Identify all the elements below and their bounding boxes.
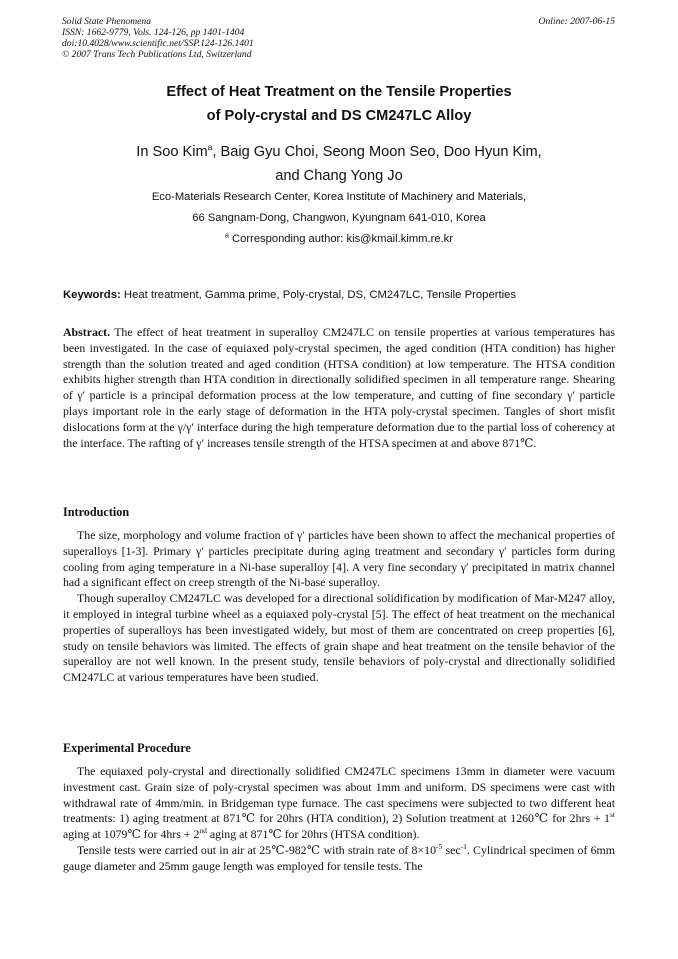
- paper-title: [0, 80, 678, 128]
- exp-p2-text-b: sec: [442, 842, 461, 857]
- abstract-label: Abstract.: [63, 325, 111, 339]
- exp-p2-sup-1: -5: [436, 842, 443, 852]
- authors-line-1: [0, 140, 678, 164]
- abstract-text: The effect of heat treatment in superalloy CM247LC on tensile properties at various temperatures has been investigated. In the case of equiaxed poly-crystal specimen, the aged condition (HTA condition) has higher strength than the solution treated and aged condition (HTSA condition) at low temperature. The HTSA condition exhibits higher strength than HTA condition in directionally solidified specimen in all temperature range. Shearing of γ′ particle is a principal deformation process at the low temperature, and cutting of fine secondary γ′ particle plays important role in the early stage of deformation in the HTA poly-crystal specimen. Tangles of short misfit dislocations form at the γ/γ′ interface during the high temperature deformation due to the partial loss of coherency at the interface. The rafting of γ′ increases tensile strength of the HTSA specimen at and above 871℃.: [63, 325, 615, 450]
- experimental-paragraph-1: [63, 764, 615, 843]
- exp-p2-sup-2: -1: [460, 842, 467, 852]
- authors-line-2: and Chang Yong Jo: [275, 168, 403, 184]
- exp-p2-text-c: . Cylindrical specimen of 6mm gauge diameter and 25mm gauge length was employed for tensile tests. The: [63, 842, 615, 873]
- introduction-paragraph-2: Though superalloy CM247LC was developed for a directional solidification by modification of Mar-M247 alloy, it employed in integral turbine wheel as a equiaxed poly-crystal [5]. The effect of heat treatment on the mechanical properties of superalloys has been investigated widely, but most of them are concentrated on creep properties [6], study on tensile behaviors was limited. The effects of grain shape and heat treatment on the tensile behavior of the superalloy are not well known. In the present study, tensile behaviors of poly-crystal and directionally solidified CM247LC at various temperatures have been studied.: [63, 591, 615, 685]
- issn-line: ISSN: 1662-9779, Vols. 124-126, pp 1401-1404: [62, 27, 245, 38]
- copyright-line: © 2007 Trans Tech Publications Ltd, Switzerland: [62, 49, 252, 60]
- affiliation-line-1: Eco-Materials Research Center, Korea Institute of Machinery and Materials,: [151, 191, 527, 203]
- title-line-2: of Poly-crystal and DS CM247LC Alloy: [206, 108, 472, 124]
- exp-p1-text-a: The equiaxed poly-crystal and directionally solidified CM247LC specimens 13mm in diameter were vacuum investment cast. Grain size of poly-crystal specimen was about 1mm and uniform. DS specimens were cast with withdrawal rate of 4mm/min. in Bridgeman type furnace. The cast specimens were subjected to two different heat treatments: 1) aging treatment at 871℃ for 20hrs (HTA condition), 2) Solution treatment at 1260℃ for 2hrs + 1: [63, 764, 615, 826]
- keywords: [63, 287, 623, 303]
- keywords-text: Heat treatment, Gamma prime, Poly-crystal, DS, CM247LC, Tensile Properties: [120, 289, 517, 301]
- journal-name: Solid State Phenomena: [62, 16, 151, 27]
- experimental-paragraph-2: [63, 843, 615, 875]
- keywords-label: Keywords:: [63, 289, 121, 301]
- experimental-heading: Experimental Procedure: [63, 741, 191, 755]
- title-line-1: Effect of Heat Treatment on the Tensile Properties: [166, 84, 512, 100]
- introduction-paragraph-1: The size, morphology and volume fraction of γ′ particles have been shown to affect the mechanical properties of superalloys [1-3]. Primary γ′ particles precipitate during aging treatment and secondary γ′ particles form during cooling from aging temperature in a Ni-base superalloy [4]. A very fine secondary γ′ precipitated in matrix channel had a significant effect on creep strength of the Ni-base superalloy.: [63, 528, 615, 590]
- affiliation: [0, 187, 678, 250]
- exp-p1-sup-1: st: [609, 810, 615, 820]
- header-citation: [62, 16, 254, 60]
- exp-p2-text-a: Tensile tests were carried out in air at 25℃-982℃ with strain rate of 8×10: [77, 842, 436, 857]
- abstract: [63, 325, 615, 451]
- author-first-marker: a: [207, 142, 213, 153]
- introduction-heading: Introduction: [63, 505, 130, 519]
- author-first: In Soo Kim: [136, 144, 208, 160]
- abstract-paragraph: [63, 325, 615, 451]
- corresponding-text: Corresponding author: kis@kmail.kimm.re.kr: [228, 233, 453, 245]
- online-date: Online: 2007-06-15: [538, 16, 615, 27]
- exp-p1-text-b: aging at 1079℃ for 4hrs + 2: [63, 827, 200, 842]
- exp-p1-text-c: aging at 871℃ for 20hrs (HTSA condition).: [206, 827, 420, 842]
- authors-rest: , Baig Gyu Choi, Seong Moon Seo, Doo Hyun Kim,: [212, 144, 542, 160]
- corresponding-marker: a: [225, 232, 229, 240]
- exp-p1-sup-2: nd: [199, 826, 207, 836]
- experimental-section: [63, 764, 615, 875]
- affiliation-line-2: 66 Sangnam-Dong, Changwon, Kyungnam 641-010, Korea: [192, 212, 486, 224]
- introduction-section: [63, 528, 615, 686]
- corresponding-author: [0, 229, 678, 250]
- doi-line: doi:10.4028/www.scientific.net/SSP.124-126.1401: [62, 38, 254, 49]
- author-list: [0, 140, 678, 188]
